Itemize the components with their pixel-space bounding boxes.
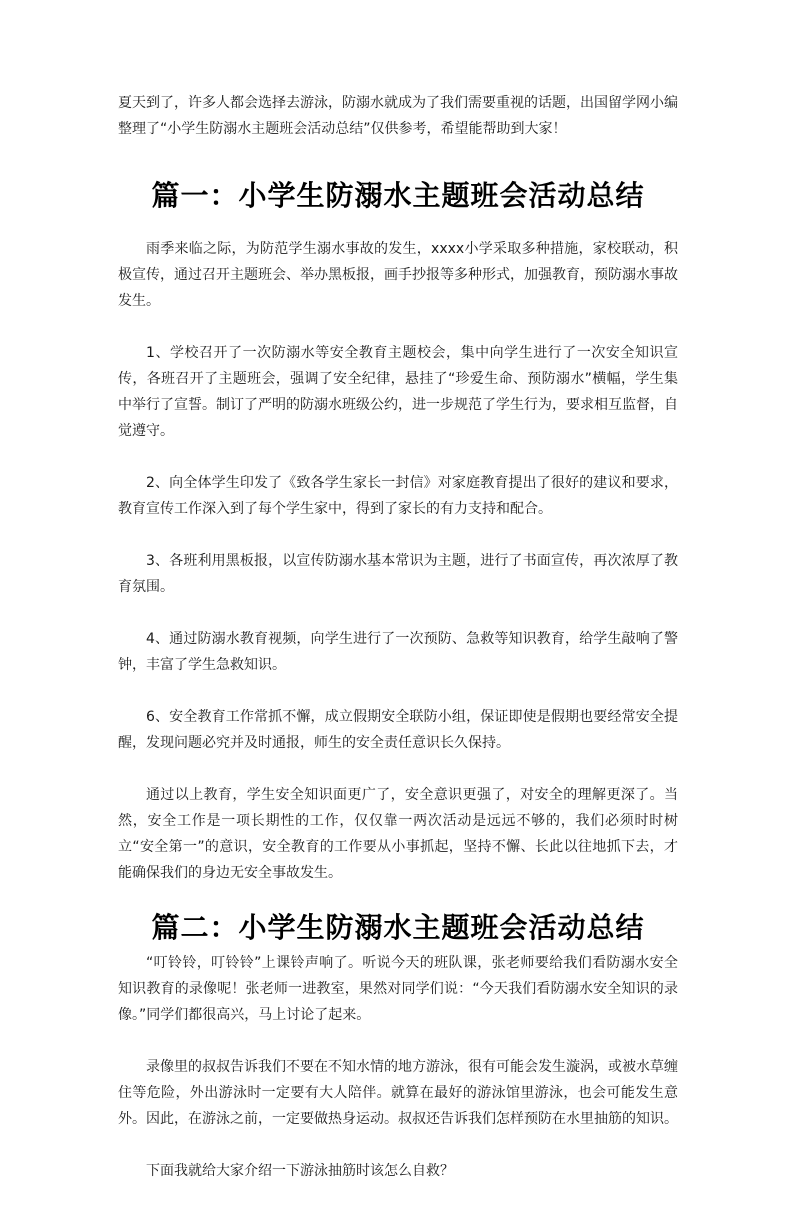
section1-paragraph-7: 通过以上教育，学生安全知识面更广了，安全意识更强了，对安全的理解更深了。当然，安全工作是一项长期性的工作，仅仅靠一两次活动是远远不够的，我们必须时时树立“安全第一”的意识，安全教育的工作要从小事抓起，坚持不懈、长此以往地抓下去，才能确保我们的身边无安全事故发生。 — [118, 787, 678, 881]
section1-paragraph-4: 3、各班利用黑板报，以宣传防溺水基本常识为主题，进行了书面宣传，再次浓厚了教育氛围。 — [118, 553, 678, 595]
section2-paragraph-3: 下面我就给大家介绍一下游泳抽筋时该怎么自救？ — [146, 1163, 454, 1179]
section1-paragraph-5: 4、通过防溺水教育视频，向学生进行了一次预防、急救等知识教育，给学生敲响了警钟，丰富了学生急救知识。 — [118, 631, 678, 673]
section1-paragraph-6: 6、安全教育工作常抓不懈，成立假期安全联防小组，保证即使是假期也要经常安全提醒，发现问题必究并及时通报，师生的安全责任意识长久保持。 — [118, 709, 678, 751]
section1-heading: 篇一：小学生防溺水主题班会活动总结 — [151, 179, 645, 212]
section2-paragraph-2: 录像里的叔叔告诉我们不要在不知水情的地方游泳，很有可能会发生漩涡，或被水草缠住等危险，外出游泳时一定要有大人陪伴。就算在最好的游泳馆里游泳，也会可能发生意外。因此，在游泳之前，一定要做热身运动。叔叔还告诉我们怎样预防在水里抽筋的知识。 — [118, 1059, 678, 1127]
section2-paragraph-1: “叮铃铃，叮铃铃”上课铃声响了。听说今天的班队课，张老师要给我们看防溺水安全知识教育的录像呢！张老师一进教室，果然对同学们说：“今天我们看防溺水安全知识的录像。”同学们都很高兴，马上讨论了起来。 — [118, 955, 678, 1023]
section1-paragraph-3: 2、向全体学生印发了《致各学生家长一封信》对家庭教育提出了很好的建议和要求，教育宣传工作深入到了每个学生家中，得到了家长的有力支持和配合。 — [118, 475, 678, 517]
section1-paragraph-1: 雨季来临之际，为防范学生溺水事故的发生，xxxx小学采取多种措施，家校联动，积极宣传，通过召开主题班会、举办黑板报，画手抄报等多种形式，加强教育，预防溺水事故发生。 — [118, 241, 678, 309]
document-page — [118, 90, 678, 1210]
section2-heading: 篇二：小学生防溺水主题班会活动总结 — [151, 911, 645, 944]
intro-paragraph: 夏天到了，许多人都会选择去游泳，防溺水就成为了我们需要重视的话题，出国留学网小编整理了“小学生防溺水主题班会活动总结”仅供参考，希望能帮助到大家！ — [118, 95, 678, 137]
section1-paragraph-2: 1、学校召开了一次防溺水等安全教育主题校会，集中向学生进行了一次安全知识宣传，各班召开了主题班会，强调了安全纪律，悬挂了“珍爱生命、预防溺水”横幅，学生集中举行了宣誓。制订了严明的防溺水班级公约，进一步规范了学生行为，要求相互监督，自觉遵守。 — [118, 345, 678, 439]
